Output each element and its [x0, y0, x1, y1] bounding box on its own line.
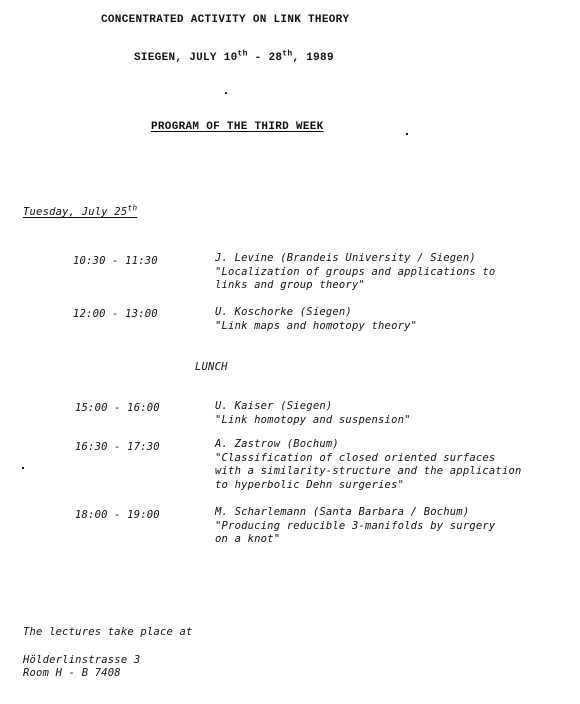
talk-speaker: J. Levine (Brandeis University / Siegen): [215, 252, 476, 264]
dates-sup-1: th: [237, 49, 248, 59]
talk-time: 12:00 - 13:00: [73, 308, 158, 320]
talk-time: 18:00 - 19:00: [75, 509, 160, 521]
talk-title-line: "Link homotopy and suspension": [215, 413, 411, 426]
talk-title-line: "Producing reducible 3-manifolds by surgery: [215, 519, 496, 532]
scan-speck: [225, 92, 227, 94]
dates-prefix: SIEGEN, JULY 10: [134, 52, 238, 64]
talk-time: 15:00 - 16:00: [75, 402, 160, 414]
talk-title-line: "Link maps and homotopy theory": [215, 319, 418, 332]
talk-speaker: U. Koschorke (Siegen): [215, 306, 352, 318]
venue-address-line: Hölderlinstrasse 3: [23, 654, 141, 666]
talk-title-line: "Localization of groups and applications to: [215, 265, 496, 278]
talk-speaker: A. Zastrow (Bochum): [215, 438, 339, 450]
day-heading: [23, 203, 138, 220]
talk-time: 10:30 - 11:30: [73, 255, 158, 267]
program-heading: PROGRAM OF THE THIRD WEEK: [151, 121, 324, 133]
lunch-break: LUNCH: [195, 361, 228, 373]
talk-entry: [215, 400, 411, 427]
talk-entry: [215, 438, 522, 492]
talk-time: 16:30 - 17:30: [75, 441, 160, 453]
talk-entry: [215, 252, 495, 293]
conference-dates: [134, 49, 334, 64]
talk-entry: [215, 306, 417, 333]
talk-title-line: "Classification of closed oriented surfaces: [215, 451, 496, 464]
scan-speck: [22, 467, 24, 469]
day-sup: th: [127, 203, 138, 213]
day-label: Tuesday, July 25: [23, 206, 128, 218]
scan-speck: [406, 133, 408, 135]
talk-title-line: on a knot": [215, 533, 281, 545]
dates-suffix: , 1989: [292, 52, 334, 64]
venue-room-line: Room H - B 7408: [23, 667, 121, 679]
talk-speaker: U. Kaiser (Siegen): [215, 400, 333, 412]
talk-title-line: to hyperbolic Dehn surgeries": [215, 478, 405, 491]
dates-sup-2: th: [282, 49, 293, 59]
talk-title-line: with a similarity-structure and the application: [215, 465, 522, 477]
conference-title: CONCENTRATED ACTIVITY ON LINK THEORY: [101, 14, 350, 26]
talk-speaker: M. Scharlemann (Santa Barbara / Bochum): [215, 506, 470, 518]
venue-intro: The lectures take place at: [23, 626, 193, 638]
talk-title-line: links and group theory": [215, 279, 365, 291]
talk-entry: [215, 506, 495, 547]
dates-mid: - 28: [247, 52, 283, 64]
